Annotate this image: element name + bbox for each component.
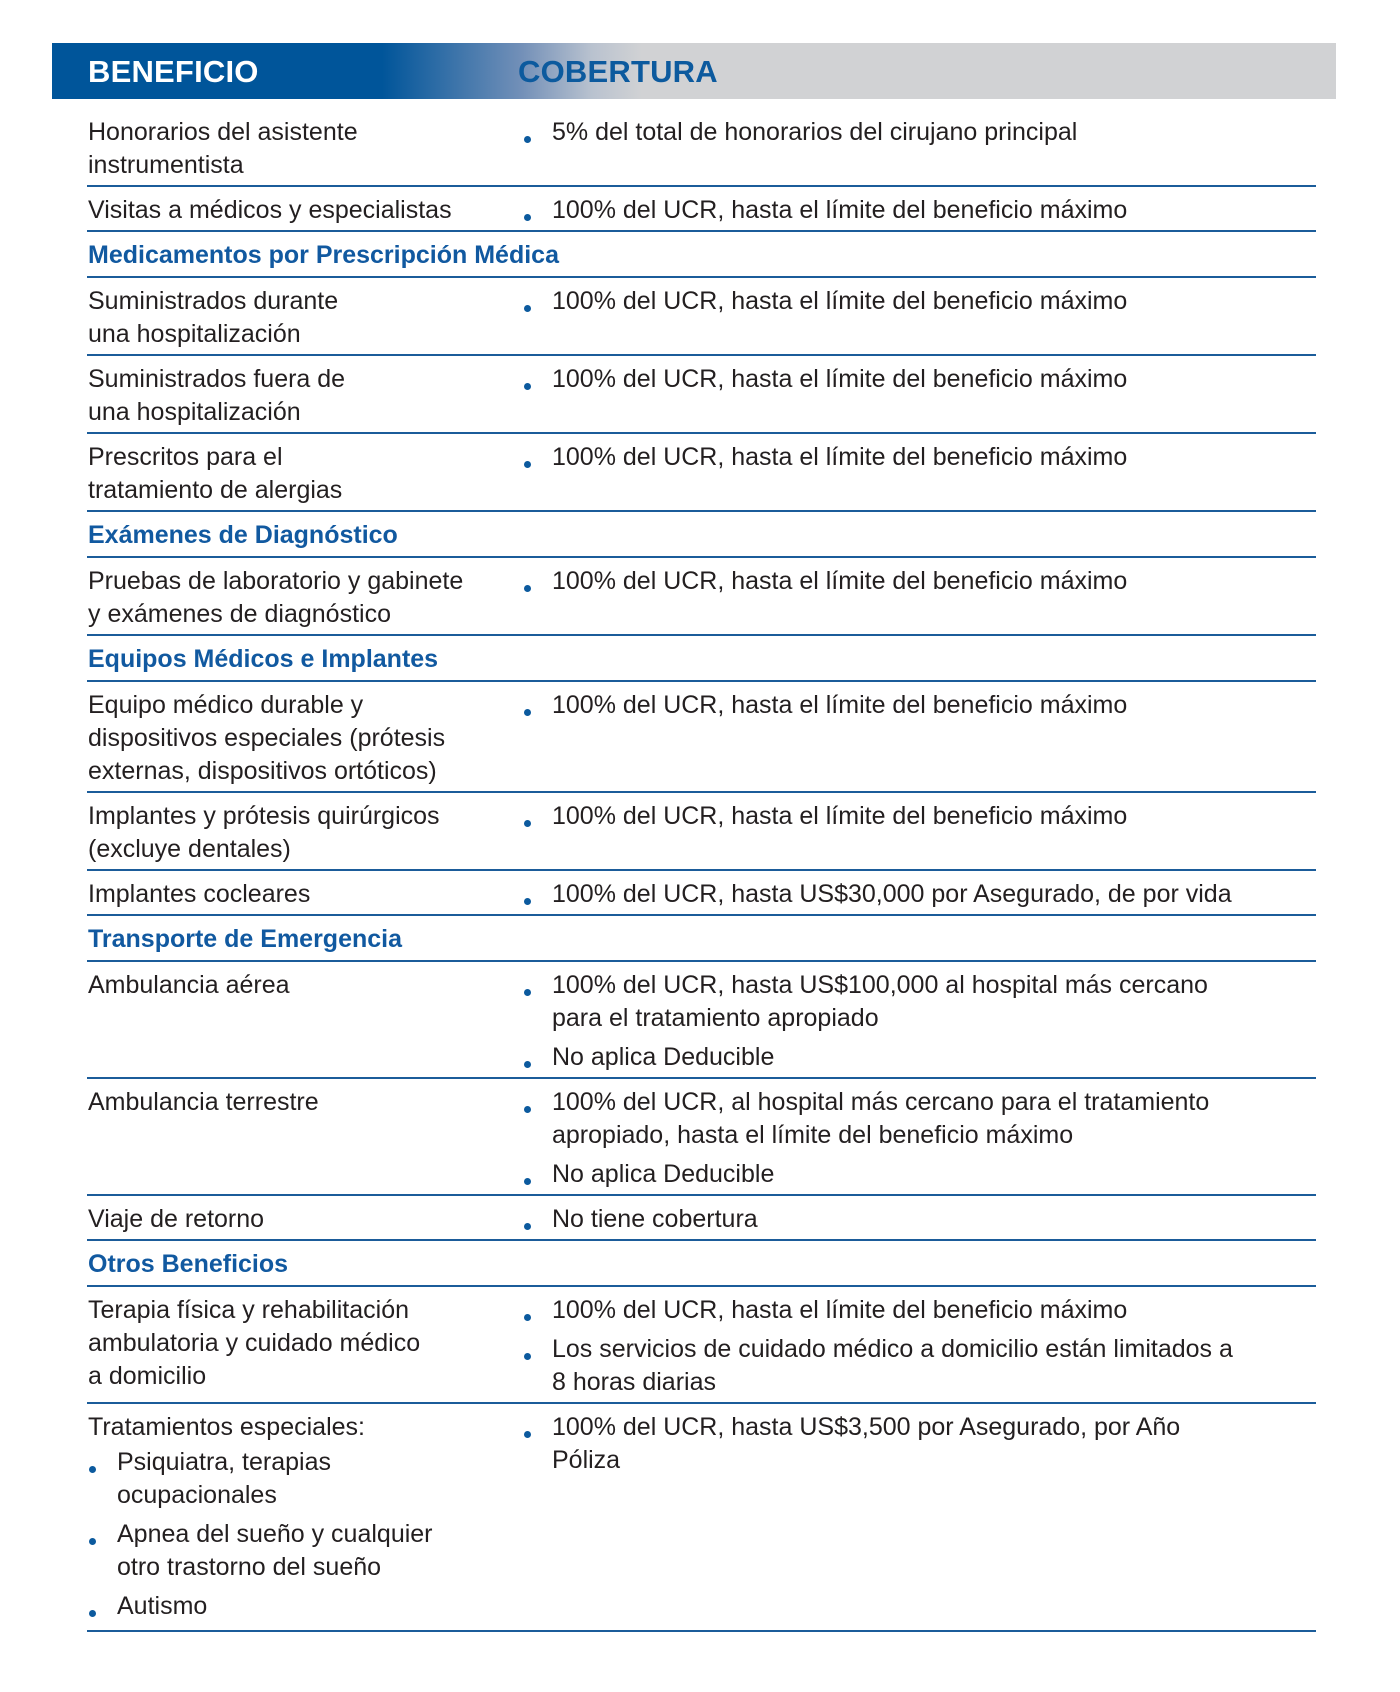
bullet-icon — [524, 1314, 531, 1321]
section-title: Otros Beneficios — [88, 1250, 289, 1278]
coverage-bullet-item — [523, 689, 1316, 722]
benefit-text-line: externas, dispositivos ortóticos) — [88, 757, 437, 785]
text-line: 100% del UCR, hasta el límite del beneficio máximo — [552, 567, 1128, 595]
section-header-row — [87, 916, 1316, 962]
coverage-bullet-item — [523, 969, 1316, 1035]
text-line: 100% del UCR, hasta el límite del beneficio máximo — [552, 196, 1128, 224]
text-line: 100% del UCR, hasta el límite del beneficio máximo — [552, 287, 1128, 315]
benefit-text-line: Implantes cocleares — [88, 880, 311, 908]
benefit-text-line: Prescritos para el — [88, 443, 283, 471]
benefit-sub-list — [88, 1446, 523, 1623]
bullet-icon — [524, 898, 531, 905]
benefit-text-line: Implantes y prótesis quirúrgicos — [88, 802, 440, 830]
coverage-bullet-item — [523, 194, 1316, 227]
table-row — [87, 1287, 1316, 1404]
bullet-icon — [524, 709, 531, 716]
table-row — [87, 278, 1316, 356]
coverage-cell — [523, 363, 1316, 429]
benefit-text-line: Tratamientos especiales: — [88, 1413, 365, 1441]
benefit-cell — [87, 1086, 523, 1191]
bullet-icon — [524, 1353, 531, 1360]
benefit-text-line: y exámenes de diagnóstico — [88, 600, 391, 628]
text-line: No aplica Deducible — [552, 1043, 775, 1071]
table-row — [87, 109, 1316, 187]
bullet-icon — [524, 383, 531, 390]
benefit-text-line: Visitas a médicos y especialistas — [88, 196, 452, 224]
bullet-icon — [524, 585, 531, 592]
benefit-text-line: (excluye dentales) — [88, 835, 291, 863]
bullet-icon — [524, 305, 531, 312]
coverage-cell — [523, 800, 1316, 866]
coverage-cell — [523, 1294, 1316, 1399]
coverage-cell — [523, 689, 1316, 788]
benefit-text-line: Equipo médico durable y — [88, 691, 364, 719]
benefit-cell — [87, 194, 523, 227]
coverage-bullet-item — [523, 1158, 1316, 1191]
section-header-row — [87, 232, 1316, 278]
benefit-text-line: Suministrados fuera de — [88, 365, 346, 393]
text-line: Apnea del sueño y cualquier — [117, 1520, 433, 1548]
benefit-cell — [87, 1203, 523, 1236]
section-title: Equipos Médicos e Implantes — [88, 645, 439, 673]
coverage-cell — [523, 1203, 1316, 1236]
benefit-cell — [87, 363, 523, 429]
benefit-text-line: Pruebas de laboratorio y gabinete — [88, 567, 464, 595]
section-header-row — [87, 636, 1316, 682]
text-line: Los servicios de cuidado médico a domicilio están limitados a — [552, 1335, 1233, 1363]
coverage-bullet-item — [523, 116, 1316, 149]
coverage-bullet-item — [523, 878, 1316, 911]
section-title: Exámenes de Diagnóstico — [88, 521, 398, 549]
bullet-icon — [524, 461, 531, 468]
text-line: 100% del UCR, hasta US$30,000 por Asegurado, de por vida — [552, 880, 1232, 908]
section-title: Medicamentos por Prescripción Médica — [88, 241, 559, 269]
bullet-icon — [89, 1466, 96, 1473]
table-row — [87, 1404, 1316, 1632]
text-line: 100% del UCR, al hospital más cercano para el tratamiento — [552, 1088, 1210, 1116]
coverage-bullet-item — [523, 1294, 1316, 1327]
coverage-cell — [523, 194, 1316, 227]
benefit-cell — [87, 800, 523, 866]
table-row — [87, 1079, 1316, 1196]
benefit-text-line: Viaje de retorno — [88, 1205, 265, 1233]
benefit-text-line: tratamiento de alergias — [88, 476, 343, 504]
section-title: Transporte de Emergencia — [88, 925, 403, 953]
bullet-icon — [524, 989, 531, 996]
text-line: No tiene cobertura — [552, 1205, 758, 1233]
table-row — [87, 434, 1316, 512]
benefit-text-line: ambulatoria y cuidado médico — [88, 1329, 421, 1357]
text-line: Autismo — [117, 1592, 208, 1620]
coverage-bullet-item — [523, 565, 1316, 598]
text-line: 100% del UCR, hasta el límite del beneficio máximo — [552, 443, 1128, 471]
text-line: 100% del UCR, hasta US$3,500 por Asegurado, por Año — [552, 1413, 1181, 1441]
benefit-text-line: a domicilio — [88, 1362, 207, 1390]
bullet-icon — [524, 1431, 531, 1438]
benefit-cell — [87, 969, 523, 1074]
table-row — [87, 187, 1316, 232]
coverage-bullet-item — [523, 1086, 1316, 1152]
bullet-icon — [524, 136, 531, 143]
bullet-icon — [89, 1610, 96, 1617]
benefit-text-line: Terapia física y rehabilitación — [88, 1296, 409, 1324]
text-line: 100% del UCR, hasta el límite del beneficio máximo — [552, 691, 1128, 719]
benefit-cell — [87, 441, 523, 507]
coverage-bullet-item — [523, 285, 1316, 318]
benefits-table — [87, 109, 1316, 1632]
text-line: No aplica Deducible — [552, 1160, 775, 1188]
coverage-cell — [523, 441, 1316, 507]
bullet-icon — [524, 214, 531, 221]
table-row — [87, 682, 1316, 793]
coverage-cell — [523, 116, 1316, 182]
bullet-icon — [524, 1223, 531, 1230]
table-header — [52, 43, 1336, 99]
benefit-text-line: Ambulancia terrestre — [88, 1088, 319, 1116]
table-row — [87, 962, 1316, 1079]
coverage-bullet-item — [523, 1041, 1316, 1074]
text-line: apropiado, hasta el límite del beneficio máximo — [552, 1121, 1074, 1149]
text-line: 100% del UCR, hasta el límite del beneficio máximo — [552, 365, 1128, 393]
coverage-bullet-item — [523, 1203, 1316, 1236]
table-row — [87, 793, 1316, 871]
table-row — [87, 356, 1316, 434]
benefit-cell — [87, 285, 523, 351]
bullet-icon — [89, 1538, 96, 1545]
benefit-cell — [87, 689, 523, 788]
coverage-cell — [523, 285, 1316, 351]
bullet-icon — [524, 1106, 531, 1113]
bullet-icon — [524, 1178, 531, 1185]
column-header-coverage: COBERTURA — [518, 54, 718, 89]
benefit-text-line: Honorarios del asistente — [88, 118, 358, 146]
coverage-cell — [523, 1086, 1316, 1191]
coverage-bullet-item — [523, 1333, 1316, 1399]
benefit-text-line: dispositivos especiales (prótesis — [88, 724, 446, 752]
table-row — [87, 1196, 1316, 1241]
text-line: 100% del UCR, hasta el límite del beneficio máximo — [552, 1296, 1128, 1324]
coverage-cell — [523, 1411, 1316, 1623]
benefit-text-line: instrumentista — [88, 151, 244, 179]
benefit-text-line: una hospitalización — [88, 398, 301, 426]
text-line: 100% del UCR, hasta US$100,000 al hospital más cercano — [552, 971, 1208, 999]
text-line: ocupacionales — [117, 1481, 277, 1509]
text-line: otro trastorno del sueño — [117, 1553, 382, 1581]
benefit-cell — [87, 878, 523, 911]
column-header-benefit: BENEFICIO — [88, 54, 259, 89]
benefit-cell — [87, 116, 523, 182]
benefit-text-line: Ambulancia aérea — [88, 971, 290, 999]
benefit-cell — [87, 1411, 523, 1623]
section-header-row — [87, 512, 1316, 558]
benefit-bullet-item — [88, 1518, 523, 1584]
benefit-cell — [87, 1294, 523, 1399]
section-header-row — [87, 1241, 1316, 1287]
coverage-cell — [523, 878, 1316, 911]
coverage-bullet-item — [523, 441, 1316, 474]
coverage-cell — [523, 969, 1316, 1074]
benefit-bullet-item — [88, 1446, 523, 1512]
text-line: Psiquiatra, terapias — [117, 1448, 332, 1476]
bullet-icon — [524, 820, 531, 827]
benefit-bullet-item — [88, 1590, 523, 1623]
benefit-text-line: una hospitalización — [88, 320, 301, 348]
benefit-cell — [87, 565, 523, 631]
text-line: 8 horas diarias — [552, 1368, 716, 1396]
text-line: 5% del total de honorarios del cirujano principal — [552, 118, 1078, 146]
text-line: Póliza — [552, 1446, 621, 1474]
coverage-bullet-item — [523, 363, 1316, 396]
text-line: para el tratamiento apropiado — [552, 1004, 879, 1032]
coverage-cell — [523, 565, 1316, 631]
benefit-text-line: Suministrados durante — [88, 287, 339, 315]
coverage-bullet-item — [523, 800, 1316, 833]
table-row — [87, 558, 1316, 636]
table-row — [87, 871, 1316, 916]
text-line: 100% del UCR, hasta el límite del beneficio máximo — [552, 802, 1128, 830]
bullet-icon — [524, 1061, 531, 1068]
coverage-bullet-item — [523, 1411, 1316, 1477]
